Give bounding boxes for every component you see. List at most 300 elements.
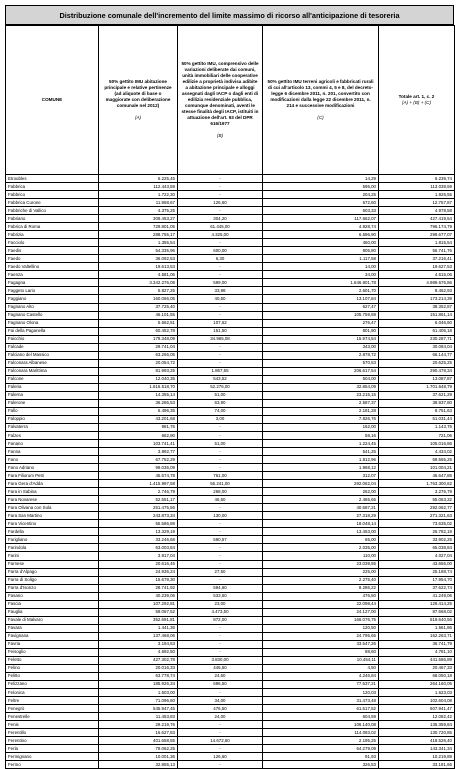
cell-total: 129.414,25	[379, 600, 455, 608]
cell-a: 32.855,13	[99, 761, 178, 769]
cell-total: 38.937,80	[379, 399, 455, 407]
cell-b: -	[178, 552, 263, 560]
cell-a: 45.574,78	[99, 472, 178, 480]
cell-c: 801,90	[263, 327, 379, 335]
cell-comune: Fenis	[6, 721, 99, 729]
cell-a: 288.755,17	[99, 231, 178, 239]
cell-comune: Falconara Marittima	[6, 367, 99, 375]
cell-c: 206.617,54	[263, 367, 379, 375]
cell-total: 61.406,18	[379, 327, 455, 335]
cell-b: 126,60	[178, 753, 263, 761]
cell-a: 4.581,06	[99, 271, 178, 279]
cell-comune: Falerone	[6, 399, 99, 407]
cell-a: 179.348,09	[99, 335, 178, 343]
table-row	[6, 664, 455, 672]
cell-b: 761,00	[178, 472, 263, 480]
cell-total: 4.978,58	[379, 207, 455, 215]
cell-comune: Fanna	[6, 448, 99, 456]
cell-total: 1.815,54	[379, 239, 455, 247]
cell-b: -	[178, 721, 263, 729]
cell-b: 34,00	[178, 697, 263, 705]
cell-comune: Favale di Malvaro	[6, 616, 99, 624]
table-row	[6, 359, 455, 367]
cell-c: 77.537,21	[263, 680, 379, 688]
cell-a: 40.239,06	[99, 592, 178, 600]
cell-c: 65,00	[263, 536, 379, 544]
cell-a: 11.453,83	[99, 713, 178, 721]
table-row	[6, 672, 455, 680]
cell-comune: Favignana	[6, 632, 99, 640]
cell-comune: Fanano	[6, 440, 99, 448]
cell-total: 12.757,87	[379, 199, 455, 207]
cell-total: 290.478,34	[379, 367, 455, 375]
cell-comune: Fermignano	[6, 753, 99, 761]
cell-c: 4,50	[263, 664, 379, 672]
cell-b: 446,50	[178, 664, 263, 672]
cell-a: 36.092,53	[99, 255, 178, 263]
cell-a: 137.468,06	[99, 632, 178, 640]
cell-c: 91,93	[263, 753, 379, 761]
cell-a: 160.066,05	[99, 295, 178, 303]
cell-a: 11.958,67	[99, 199, 178, 207]
cell-b: 476,50	[178, 705, 263, 713]
cell-c: 33.547,26	[263, 640, 379, 648]
cell-c: 88,60	[263, 648, 379, 656]
cell-a: 19.613,53	[99, 263, 178, 271]
cell-comune: Feltre	[6, 697, 99, 705]
cell-b: -	[178, 207, 263, 215]
table-body	[6, 175, 455, 769]
cell-b: 600,00	[178, 247, 263, 255]
cell-total: 4.434,02	[379, 448, 455, 456]
cell-b: 107,62	[178, 319, 263, 327]
cell-comune: Faenza	[6, 271, 99, 279]
cell-total: 12.082,42	[379, 713, 455, 721]
cell-b: -	[178, 359, 263, 367]
cell-total: 37.621,29	[379, 391, 455, 399]
cell-c: 4.928,74	[263, 223, 379, 231]
cell-comune: Fasano	[6, 592, 99, 600]
cell-total: 17.954,70	[379, 576, 455, 584]
cell-total: 25.188,74	[379, 568, 455, 576]
cell-total: 65.038,84	[379, 544, 455, 552]
cell-b: 126,60	[178, 199, 263, 207]
cell-c: 603,33	[263, 207, 379, 215]
table-row	[6, 351, 455, 359]
cell-comune: Falerna	[6, 391, 99, 399]
cell-a: 20.016,33	[99, 664, 178, 672]
cell-c: 476,50	[263, 592, 379, 600]
cell-b: 304,20	[178, 215, 263, 223]
cell-total: 55.063,32	[379, 496, 455, 504]
cell-b: -	[178, 191, 263, 199]
cell-total: 1.763.300,62	[379, 480, 455, 488]
table-row	[6, 415, 455, 423]
table-row	[6, 584, 455, 592]
cell-total: 1.143,76	[379, 423, 455, 431]
table-row	[6, 552, 455, 560]
cell-b: -	[178, 520, 263, 528]
table-row	[6, 440, 455, 448]
cell-comune: Faggiano	[6, 295, 99, 303]
table-row	[6, 520, 455, 528]
cell-c: 105.759,59	[263, 311, 379, 319]
table-row	[6, 656, 455, 664]
cell-total: 113.038,59	[379, 183, 455, 191]
table-row	[6, 464, 455, 472]
cell-b: 4.473,50	[178, 608, 263, 616]
cell-a: 63.778,74	[99, 672, 178, 680]
cell-b: -	[178, 544, 263, 552]
cell-comune: Felizzano	[6, 680, 99, 688]
cell-b: 52.276,00	[178, 383, 263, 391]
cell-c: 13.453,00	[263, 528, 379, 536]
table-row	[6, 247, 455, 255]
cell-b: 51,00	[178, 391, 263, 399]
cell-a: 2.746,79	[99, 488, 178, 496]
cell-comune: Felitto	[6, 672, 99, 680]
cell-comune: Ferentino	[6, 737, 99, 745]
cell-b: 46,50	[178, 496, 263, 504]
cell-b: -	[178, 528, 263, 536]
cell-total: 38.352,87	[379, 303, 455, 311]
cell-comune: Farini	[6, 552, 99, 560]
cell-a: 79.062,25	[99, 745, 178, 753]
column-header-a: 50% gettito IMU abitazione principale e relative pertinenze (ad aliquote di base o maggiorate con deliberazione comunale nel 2012) (A)	[99, 26, 178, 175]
table-row	[6, 327, 455, 335]
cell-b: -	[178, 648, 263, 656]
cell-b: 594,60	[178, 584, 263, 592]
cell-a: 309.453,27	[99, 215, 178, 223]
table-row	[6, 399, 455, 407]
column-header-comune: COMUNE	[6, 26, 99, 175]
cell-comune: Faleria	[6, 383, 99, 391]
cell-b: 599,00	[178, 279, 263, 287]
cell-total: 19.627,53	[379, 263, 455, 271]
cell-c: 570,53	[263, 359, 379, 367]
cell-comune: Faicchio	[6, 335, 99, 343]
cell-comune: Falcone	[6, 375, 99, 383]
cell-total: 173.214,39	[379, 295, 455, 303]
table-row	[6, 504, 455, 512]
table-row	[6, 335, 455, 343]
cell-total: 8.751,63	[379, 407, 455, 415]
cell-a: 3.917,04	[99, 552, 178, 560]
cell-a: 1.503,00	[99, 689, 178, 697]
cell-b: -	[178, 351, 263, 359]
cell-a: 103.741,41	[99, 440, 178, 448]
table-row	[6, 183, 455, 191]
cell-a: 71.096,60	[99, 697, 178, 705]
cell-comune: Fabrica di Roma	[6, 223, 99, 231]
cell-c: 595,00	[263, 183, 379, 191]
table-row	[6, 560, 455, 568]
table-row	[6, 375, 455, 383]
cell-total: 4.989.676,86	[379, 279, 455, 287]
cell-a: 107.292,81	[99, 600, 178, 608]
cell-a: 251.475,56	[99, 504, 178, 512]
cell-total: 10.219,89	[379, 753, 455, 761]
table-row	[6, 729, 455, 737]
cell-total: 721,06	[379, 432, 455, 440]
cell-c: 2.275,40	[263, 576, 379, 584]
table-row	[6, 423, 455, 431]
table-row	[6, 680, 455, 688]
cell-comune: Faloppio	[6, 415, 99, 423]
cell-total: 162.263,71	[379, 632, 455, 640]
cell-total: 33.902,25	[379, 536, 455, 544]
cell-comune: Fara Olivana con Sola	[6, 504, 99, 512]
cell-comune: Falconara Albanese	[6, 359, 99, 367]
table-row	[6, 456, 455, 464]
cell-total: 55.741,76	[379, 247, 455, 255]
cell-a: 352.691,81	[99, 616, 178, 624]
cell-b: 27,50	[178, 568, 263, 576]
table-row	[6, 745, 455, 753]
cell-c: 343,00	[263, 343, 379, 351]
cell-b: 51,00	[178, 440, 263, 448]
table-row	[6, 592, 455, 600]
cell-c: 31.473,48	[263, 697, 379, 705]
cell-b: 4.325,00	[178, 231, 263, 239]
cell-total: 37.216,41	[379, 255, 455, 263]
cell-a: 99.036,09	[99, 464, 178, 472]
table-row	[6, 536, 455, 544]
header-row	[6, 26, 455, 175]
table-row	[6, 648, 455, 656]
cell-total: 4.615,06	[379, 271, 455, 279]
cell-c: 23.039,55	[263, 560, 379, 568]
cell-a: 52.551,17	[99, 496, 178, 504]
table-row	[6, 311, 455, 319]
table-row	[6, 432, 455, 440]
cell-b: 533,50	[178, 592, 263, 600]
cell-total: 292.062,77	[379, 504, 455, 512]
cell-c: 2.195,25	[263, 737, 379, 745]
cell-total: 33.181,66	[379, 761, 455, 769]
cell-a: 43.201,68	[99, 415, 178, 423]
table-row	[6, 713, 455, 721]
cell-total: 4.781,10	[379, 648, 455, 656]
table-row	[6, 391, 455, 399]
cell-c: 2.601,70	[263, 287, 379, 295]
cell-total: 299.677,07	[379, 231, 455, 239]
cell-a: 6.496,35	[99, 407, 178, 415]
cell-c: 13.107,84	[263, 295, 379, 303]
cell-c: 18.048,14	[263, 520, 379, 528]
table-row	[6, 215, 455, 223]
cell-c: 106.140,08	[263, 721, 379, 729]
cell-comune: Fara Gera d'Adda	[6, 480, 99, 488]
cell-total: 6.239,74	[379, 175, 455, 183]
cell-c: 805,80	[263, 247, 379, 255]
cell-comune: Fagnano Olona	[6, 319, 99, 327]
cell-a: 28.741,92	[99, 584, 178, 592]
cell-c: 1.224,45	[263, 440, 379, 448]
cell-a: 46.101,55	[99, 311, 178, 319]
cell-b: -	[178, 183, 263, 191]
cell-total: 41.249,06	[379, 592, 455, 600]
table-row	[6, 383, 455, 391]
cell-a: 63.266,05	[99, 351, 178, 359]
cell-a: 1.722,30	[99, 191, 178, 199]
cell-c: 58,16	[263, 432, 379, 440]
cell-c: 276,47	[263, 319, 379, 327]
cell-c: 2.181,28	[263, 407, 379, 415]
cell-total: 4.027,04	[379, 552, 455, 560]
cell-c: 204,25	[263, 191, 379, 199]
cell-a: 29.219,76	[99, 721, 178, 729]
cell-c: 114.093,02	[263, 729, 379, 737]
cell-total: 102.604,08	[379, 697, 455, 705]
cell-total: 519.640,56	[379, 616, 455, 624]
cell-a: 16.627,83	[99, 729, 178, 737]
cell-c: 110,00	[263, 552, 379, 560]
cell-b: 24,00	[178, 713, 263, 721]
page-title: Distribuzione comunale dell'incremento del limite massimo di ricorso all'anticipazione di tesoreria	[5, 5, 454, 25]
table-row	[6, 632, 455, 640]
cell-total: 20.467,33	[379, 664, 455, 672]
cell-a: 37.725,40	[99, 303, 178, 311]
cell-c: 162,00	[263, 423, 379, 431]
cell-comune: Fabriano	[6, 215, 99, 223]
cell-comune: Fabrizia	[6, 231, 99, 239]
cell-a: 4.375,25	[99, 207, 178, 215]
cell-a: 3.194,53	[99, 640, 178, 648]
cell-total: 796.174,79	[379, 223, 455, 231]
cell-b: 33,98	[178, 287, 263, 295]
cell-total: 143.341,34	[379, 745, 455, 753]
cell-b: -	[178, 432, 263, 440]
cell-b: 34.965,08	[178, 335, 263, 343]
cell-total: 135.359,84	[379, 721, 455, 729]
cell-comune: Fagnano Alto	[6, 303, 99, 311]
cell-b: 872,00	[178, 616, 263, 624]
table-row	[6, 199, 455, 207]
cell-a: 427.302,78	[99, 656, 178, 664]
column-header-b: 50% gettito IMU, comprensivo delle variazioni deliberate dai comuni, unità immobiliari delle cooperative edilizie a proprietà indivisa adibite a abitazione principale e alloggi assegnati dagli IACP o dagli enti di edilizia residenziale pubblica, comunque denominati, aventi le stesse finalità degli IACP, istituiti in attuazione dell'art. 93 del DPR 616/1977 (B)	[178, 26, 263, 175]
cell-a: 1.415.997,58	[99, 480, 178, 488]
cell-comune: Favara	[6, 624, 99, 632]
table-row	[6, 271, 455, 279]
cell-a: 12.040,35	[99, 375, 178, 383]
cell-comune: Fano Adriano	[6, 464, 99, 472]
allocation-table	[5, 25, 455, 769]
column-header-c: 50% gettito IMU terreni agricoli e fabbricati rurali di cui all'articolo 13, commi 4, 5 e 8, del decreto-legge 6 dicembre 2011, n. 201, convertito con modificazioni dalla legge 22 dicembre 2011, n. 214 e successive modificazioni (C)	[263, 26, 379, 175]
table-row	[6, 544, 455, 552]
cell-b: -	[178, 632, 263, 640]
cell-comune: Fardella	[6, 528, 99, 536]
cell-comune: Farnese	[6, 560, 99, 568]
cell-b: -	[178, 560, 263, 568]
cell-comune: Fenegrò	[6, 705, 99, 713]
cell-b: -	[178, 576, 263, 584]
cell-a: 55.586,88	[99, 520, 178, 528]
cell-a: 14.355,14	[99, 391, 178, 399]
cell-total: 101.004,21	[379, 464, 455, 472]
cell-comune: Fallo	[6, 407, 99, 415]
cell-c: 120,03	[263, 689, 379, 697]
cell-comune: Fabbriche di Vallico	[6, 207, 99, 215]
cell-total: 607.941,47	[379, 705, 455, 713]
table-row	[6, 705, 455, 713]
cell-comune: Fagnano Castello	[6, 311, 99, 319]
cell-comune: Fabbrico	[6, 191, 99, 199]
cell-a: 6.225,45	[99, 175, 178, 183]
cell-b: -	[178, 448, 263, 456]
cell-c: 34,00	[263, 271, 379, 279]
cell-b: 590,57	[178, 536, 263, 544]
cell-comune: Feletto	[6, 656, 99, 664]
cell-c: 460,00	[263, 239, 379, 247]
cell-a: 3.892,77	[99, 448, 178, 456]
cell-comune: Fagagna	[6, 279, 99, 287]
cell-comune: Felonica	[6, 689, 99, 697]
cell-b: -	[178, 745, 263, 753]
cell-total: 68.050,18	[379, 672, 455, 680]
cell-c: 64.279,09	[263, 745, 379, 753]
cell-b: 40,50	[178, 295, 263, 303]
cell-b: 543,52	[178, 375, 263, 383]
cell-c: 61.517,52	[263, 705, 379, 713]
cell-c: 120,50	[263, 624, 379, 632]
cell-total: 271.321,63	[379, 512, 455, 520]
cell-a: 729.801,05	[99, 223, 178, 231]
cell-b: -	[178, 729, 263, 737]
cell-total: 441.586,89	[379, 656, 455, 664]
cell-total: 264.160,05	[379, 680, 455, 688]
cell-b: 696,50	[178, 680, 263, 688]
cell-comune: Fascia	[6, 600, 99, 608]
cell-c: 32.854,09	[263, 383, 379, 391]
cell-a: 401.658,55	[99, 737, 178, 745]
cell-a: 60.452,78	[99, 327, 178, 335]
table-row	[6, 367, 455, 375]
cell-a: 1.616.518,70	[99, 383, 178, 391]
table-row	[6, 480, 455, 488]
cell-comune: Fenestrelle	[6, 713, 99, 721]
cell-total: 1.701.648,79	[379, 383, 455, 391]
cell-c: 15.974,54	[263, 335, 379, 343]
table-row	[6, 528, 455, 536]
table-row	[6, 295, 455, 303]
column-header-total: Totale art. 1, c. 2 (A) + (B) + (C)	[379, 26, 455, 175]
cell-c: 326,53	[263, 761, 379, 769]
cell-a: 981,76	[99, 423, 178, 431]
cell-c: 24.795,65	[263, 632, 379, 640]
cell-comune: Fara Filiorum Petri	[6, 472, 99, 480]
cell-b: 151,50	[178, 327, 263, 335]
cell-c: 2.035,00	[263, 544, 379, 552]
report-sheet	[5, 5, 454, 769]
cell-c: 312,07	[263, 472, 379, 480]
table-row	[6, 343, 455, 351]
cell-comune: Feisoglio	[6, 648, 99, 656]
cell-total: 46.647,85	[379, 472, 455, 480]
cell-c: 292.062,04	[263, 480, 379, 488]
table-row	[6, 448, 455, 456]
table-row	[6, 624, 455, 632]
cell-b: 3.830,00	[178, 656, 263, 664]
cell-c: 6.596,90	[263, 231, 379, 239]
cell-comune: Felino	[6, 664, 99, 672]
table-row	[6, 512, 455, 520]
cell-comune: Falciano del Massico	[6, 351, 99, 359]
cell-c: 225,00	[263, 568, 379, 576]
cell-c: 10.454,11	[263, 656, 379, 664]
cell-comune: Fano	[6, 456, 99, 464]
cell-a: 81.993,25	[99, 367, 178, 375]
